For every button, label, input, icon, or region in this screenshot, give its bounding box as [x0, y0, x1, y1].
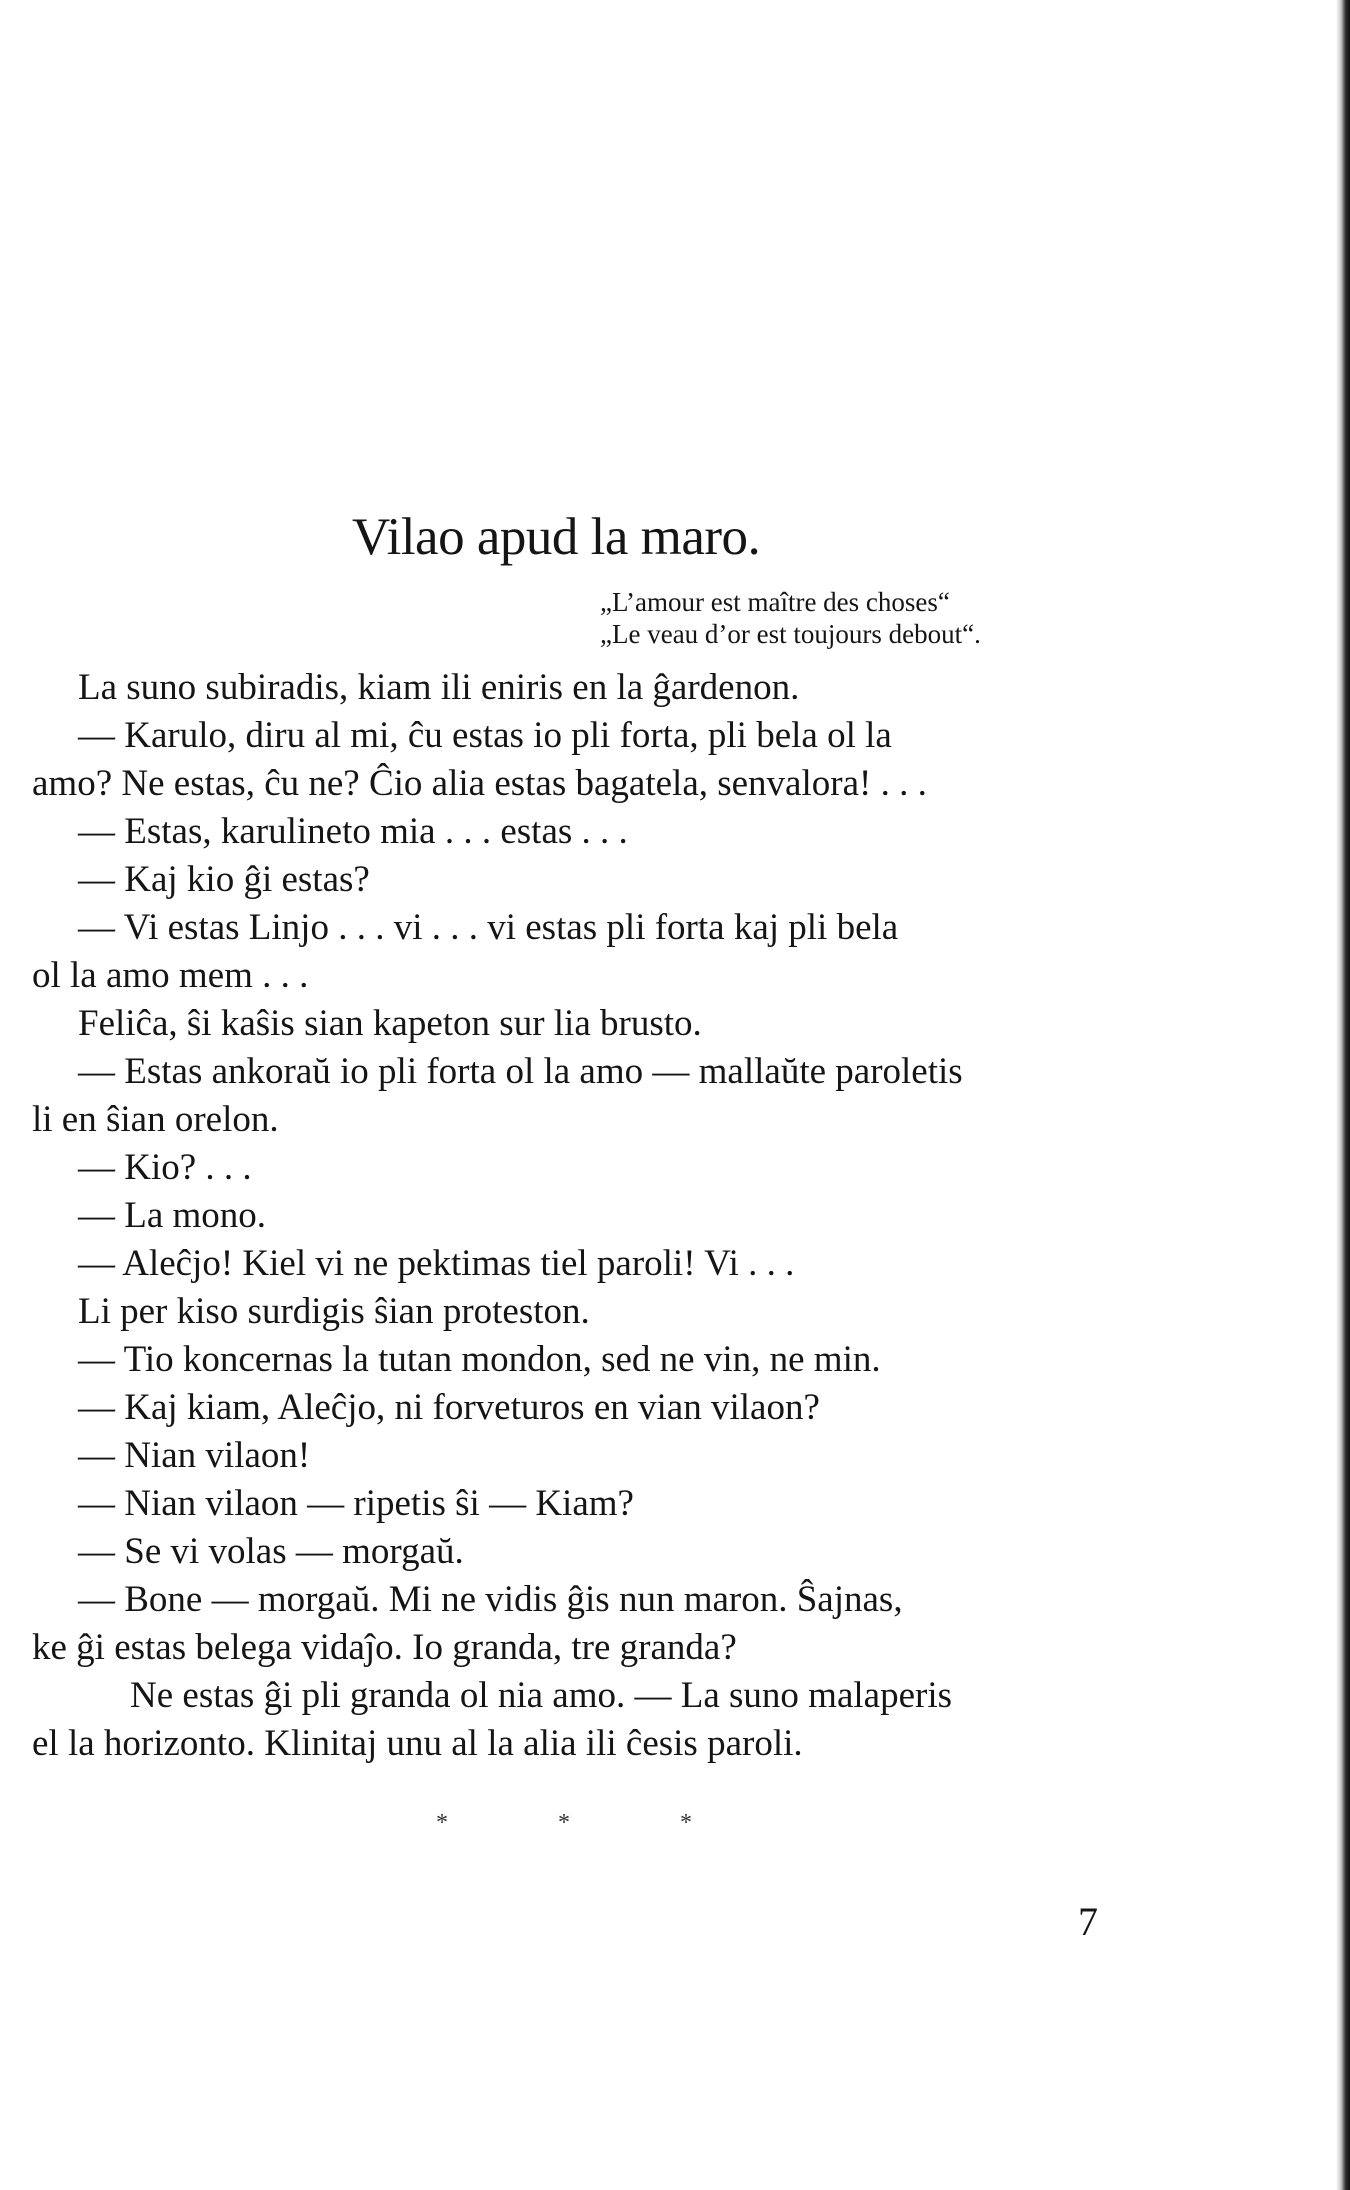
page-number: 7 — [1078, 1899, 1098, 1944]
text-line: La suno subiradis, kiam ili eniris en la ĝardenon. — [78, 667, 800, 708]
epigraph — [600, 586, 981, 650]
text-line: ol la amo mem . . . — [32, 955, 309, 996]
text-line: li en ŝian orelon. — [32, 1099, 279, 1140]
text-line: — Se vi volas — morgaŭ. — [78, 1531, 464, 1572]
text-line: amo? Ne estas, ĉu ne? Ĉio alia estas bagatela, senvalora! . . . — [32, 763, 927, 804]
text-line: — Kaj kiam, Aleĉjo, ni forveturos en vian vilaon? — [78, 1387, 820, 1428]
text-line: — Estas, karulineto mia . . . estas . . . — [78, 811, 628, 852]
text-line: — Kaj kio ĝi estas? — [78, 859, 370, 900]
text-line: — Nian vilaon! — [78, 1435, 311, 1476]
epigraph-line: „Le veau d’or est toujours debout“. — [600, 619, 981, 649]
text-line: — Tio koncernas la tutan mondon, sed ne vin, ne min. — [78, 1339, 881, 1380]
text-line: Ne estas ĝi pli granda ol nia amo. — La suno malaperis — [130, 1675, 953, 1716]
text-line: Feliĉa, ŝi kaŝis sian kapeton sur lia brusto. — [78, 1003, 702, 1044]
section-break: * * * — [436, 1810, 744, 1836]
text-line: — Kio? . . . — [78, 1147, 252, 1188]
text-line: — Bone — morgaŭ. Mi ne vidis ĝis nun maron. Ŝajnas, — [78, 1579, 903, 1620]
epigraph-line: „L’amour est maître des choses“ — [600, 587, 950, 617]
text-line: — Karulo, diru al mi, ĉu estas io pli forta, pli bela ol la — [78, 715, 892, 756]
text-line: — Estas ankoraŭ io pli forta ol la amo — mallaŭte paroletis — [78, 1051, 963, 1092]
text-line: — Aleĉjo! Kiel vi ne pektimas tiel paroli! Vi . . . — [78, 1243, 795, 1284]
text-line: — La mono. — [78, 1195, 267, 1236]
text-line: el la horizonto. Klinitaj unu al la alia ili ĉesis paroli. — [32, 1723, 803, 1764]
text-line: Li per kiso surdigis ŝian proteston. — [78, 1291, 590, 1332]
text-line: ke ĝi estas belega vidaĵo. Io granda, tre granda? — [32, 1627, 737, 1668]
text-line: — Vi estas Linjo . . . vi . . . vi estas pli forta kaj pli bela — [78, 907, 899, 948]
page-edge-shadow — [1336, 0, 1350, 2190]
text-line: — Nian vilaon — ripetis ŝi — Kiam? — [78, 1483, 634, 1524]
chapter-title: Vilao apud la maro. — [352, 508, 761, 566]
